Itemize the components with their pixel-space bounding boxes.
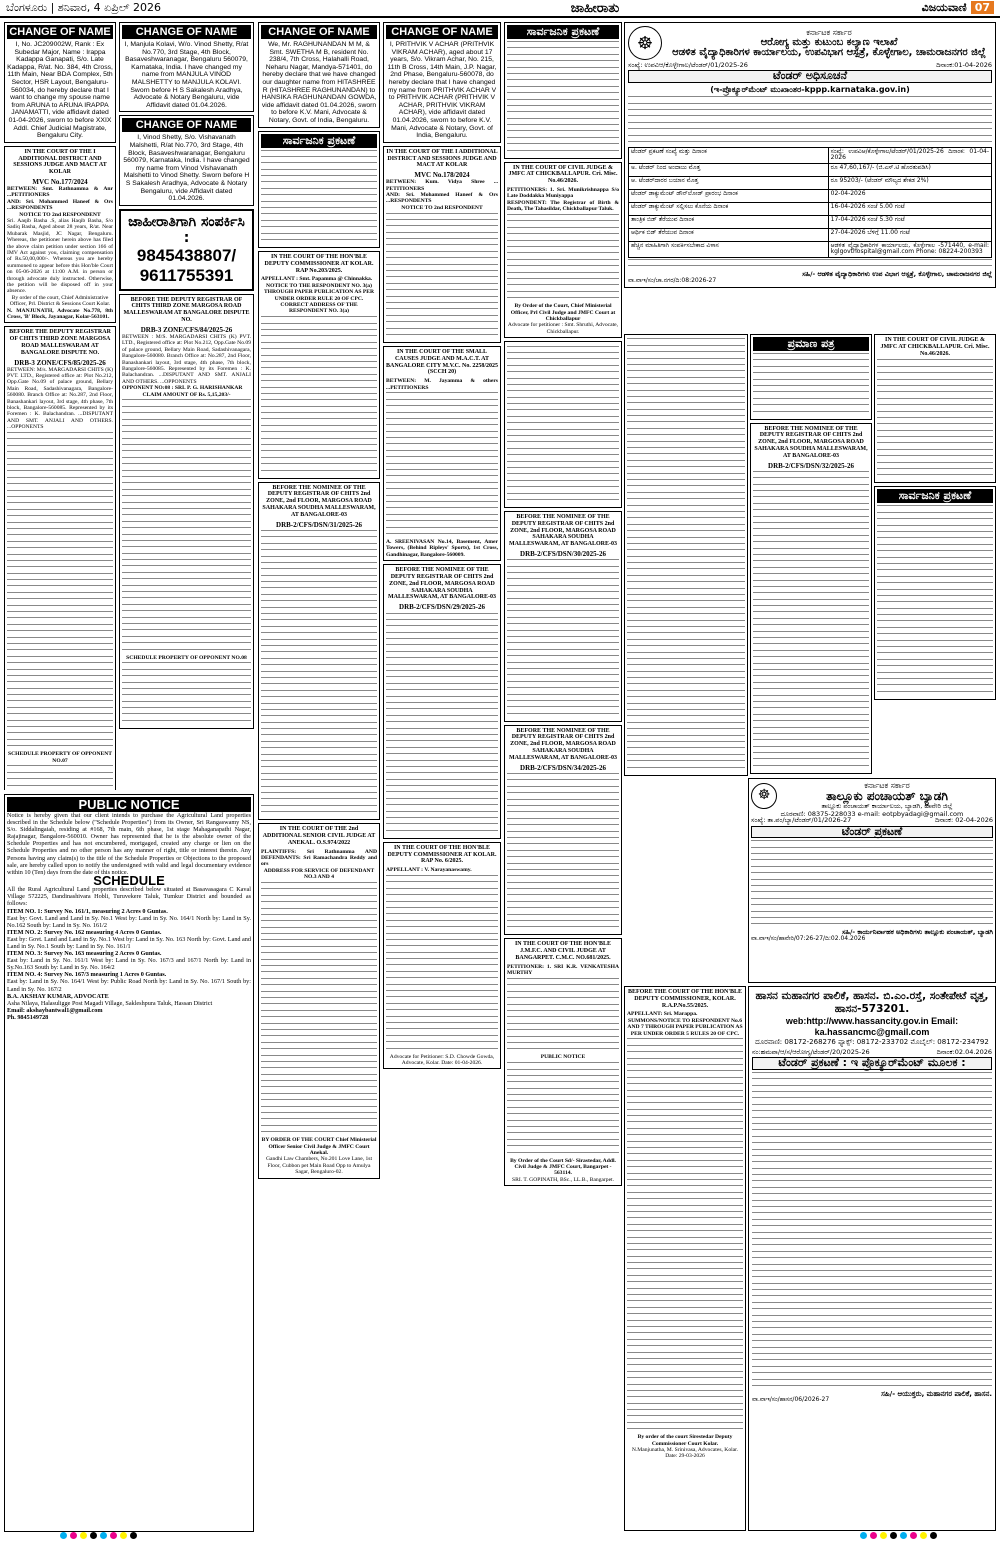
parties-line: PLAINTIFFS: Sri Rathnamma AND DEFENDANTS: Sri Ramachandra Reddy and ors <box>261 848 377 868</box>
appellant-line: APPELLANT : Smt. Papamma @ Chinnakka. <box>261 276 373 283</box>
tender-row-value: ಆಡಳಿತ ವೈದ್ಯಾಧಿಕಾರಿಗಳ ಕಾರ್ಯಾಲಯ, ಕೊಳ್ಳೇಗಾಲ -571440, e-mail: kglgovthospital@gmail.com Phone: 08224-200393 <box>828 241 991 257</box>
court-title: BEFORE THE COURT OF THE HON'BLE DEPUTY COMMISSIONER, KOLAR. R.A.P.No.55/2025. <box>627 989 743 1009</box>
tender-row-value: ರೂ 47,60,167/- (ಜಿ.ಎಸ್.ಟಿ ಹೊರತುಪಡಿಸಿ) <box>828 163 991 176</box>
tender-row-value: 17-04-2026 ಸಂಜೆ 5.30 ಗಂಟೆ <box>828 215 991 228</box>
kannada-public-notice-3 <box>874 486 996 699</box>
tender-row <box>629 215 992 228</box>
reference-date: ದಿನಾಂಕ:02.04.2026 <box>936 1048 992 1056</box>
text-lines <box>627 1038 743 1433</box>
text-lines <box>386 213 498 339</box>
tender-row-label: ಅ. ಟೆಂಡರ್ ನಿಂದ ಅಂದಾಜು ಮೊತ್ತ <box>629 163 829 176</box>
gov-line: ಕರ್ನಾಟಕ ಸರ್ಕಾರ <box>864 781 910 790</box>
schedule-item-2-bounds: East by: Govt. Land and Land in Sy. No.1 West by: Land in Sy. No. 163 North by: Govt. Land and Land in Sy. No.1 South by: Land in Sy. No. 161/1 <box>7 935 251 950</box>
text-lines <box>507 346 619 504</box>
kannada-public-notice-1 <box>258 131 380 248</box>
chit-dispute-notice-85 <box>4 326 116 790</box>
notice-body: Sri. Aaqib Basha .S, alias Haqib Basha, S/o Sadiq Basha, Aged about 28 years, R/at. Near Mubarak Masjid, JC Nagar, Bengaluru. Whereas, the petitioner herein above has filed the above claim petition under section 166 of IMV Act against you, claiming compensation of Rs.50,00,000/-. Whereas you are hereby summoned to appear before this Hon'ble Court on 05-06-2026 at 11:00 A.M. in person or through advocate duly instructed. Otherwise, the petition will be disposed off in your absence. <box>7 217 113 295</box>
notice-body: BETWEEN : M/S. MARGADARSI CHITS (K) PVT. LTD., Registered office at: Plot No.212, Opp.Gate No.09 of palace ground, Bellary Main Road, Sadashivanagara, Bangalore-560080. Branch Office at: No.287, 2nd Floor, Banashankari layout, 3rd stage, 4th phase, 7th block, Bangalore-560085. Represented by its Foremen : K. Balachandran. ...DISPUTANT AND SMT. ANJALI AND OTHERS. ...OPPONENTS <box>122 333 251 385</box>
schedule-item-1-bounds: East by: Govt. Land and Land in Sy. No.1 West by: Land in Sy. No. 164/1 North by: Land in Sy. No.162 South by: Land in Sy. No. 161/2 <box>7 914 251 929</box>
text-lines <box>261 530 377 816</box>
gov-line-3: ಆಡಳಿತ ವೈದ್ಯಾಧಿಕಾರಿಗಳ ಕಾರ್ಯಾಲಯ, ಉಪವಿಭಾಗ ಆಸ್ಪತ್ರೆ, ಕೊಳ್ಳೇಗಾಲ, ಚಾಮರಾಜನಗರ ಜಿಲ್ಲೆ <box>672 47 986 58</box>
court-title: IN THE COURT OF THE I ADDITIONAL DISTRICT AND SESSIONS JUDGE AND MACT AT KOLAR <box>386 148 498 169</box>
registration-dots-left <box>60 1532 137 1539</box>
chit-dispute-notice-84 <box>119 294 254 729</box>
text-lines <box>386 875 498 1053</box>
tender-row-label: ಟೆಂಡರ್ ಡಾಕ್ಯುಮೆಂಟ್ ಡೌನ್‌ಲೋಡ್ ಪ್ರಾರಂಭ ದಿನಾಂಕ <box>629 189 829 202</box>
kannada-notice-block <box>624 334 748 776</box>
notice-body: BETWEEN: M/s. MARGADARSI CHITS (K) PVT. LTD., Registered office at: Plot No.212, Opp.Gate No.09 of palace ground, Bellary Main Road, Sadashivanagara, Bangalore-560080. Branch Office at: No.287, 2nd Floor, Banashankari layout, 3rd stage, 4th phase, 7th block, Bangalore-560085. Represented by its Foremen : K. Balachandran. ...DISPUTANT AND SMT. ANJALI AND OTHERS. ...OPPONENTS <box>7 366 113 431</box>
hassan-phone: ದೂರವಾಣಿ: 08172-268276 ಫ್ಯಾಕ್ಸ್: 08172-233702 ಮೊಬೈಲ್: 08172-234792 <box>755 1038 989 1046</box>
case-number: MVC No.178/2024 <box>414 171 470 180</box>
case-number: DRB-2/CFS/DSN/34/2025-26 <box>520 763 606 772</box>
chit-dispute-notice-29 <box>383 564 501 839</box>
chit-dispute-notice-32 <box>750 423 872 774</box>
panchayat-signature: ಸಹಿ/- ಕಾರ್ಯನಿರ್ವಾಹಕ ಅಧಿಕಾರಿಗಳು ತಾಲ್ಲೂಕು ಪಂಚಾಯತ್, ಬ್ಯಾಡಗಿ <box>842 928 993 937</box>
advocate-line: Gandhi Law Chambers, No.201 Love Lane, 1st Floor, Cubbon pet Main Road Opp to Amulya Sagar, Bengaluro-02. <box>265 1156 373 1176</box>
court-title: BEFORE THE DEPUTY REGISTRAR OF CHITS THIRD ZONE MARGOSA ROAD MALLESWARAM AT BANGALORE DISPUTE NO. <box>123 296 250 324</box>
panchayat-tender-title: ಟೆಂಡರ್ ಪ್ರಕಟಣೆ <box>751 826 993 838</box>
tender-row <box>629 241 992 257</box>
order-line: By Order of the Court, Chief Ministerial Officer, Prl Civil Judge and JMFC Court at Chickballapur <box>510 303 616 322</box>
schedule-intro: All the Rural Agricultural Land properties described below situated at Basavasagara C Kaval Village 572225, Dandinashivara Hobli, Turuvekere Taluk, Tumkur District and bounded as follows: <box>7 886 251 908</box>
tender-row-label: ಆರ್ಥಿಕ ಬಿಡ್ ತೆರೆಯುವ ದಿನಾಂಕ <box>629 228 829 241</box>
chit-dispute-notice-34 <box>504 725 622 936</box>
court-title: BEFORE THE DEPUTY REGISTRAR OF CHITS THIRD ZONE MARGOSA ROAD MALLESWARAM AT BANGALORE DISPUTE NO. <box>9 329 111 356</box>
panchayat-title: ತಾಲ್ಲೂಕು ಪಂಚಾಯತ್ ಬ್ಯಾಡಗಿ <box>826 789 948 803</box>
col6-subcol-right <box>874 334 996 784</box>
section-title: ಜಾಹೀರಾತು <box>570 0 620 16</box>
case-number: DRB-2/CFS/DSN/31/2025-26 <box>276 520 362 529</box>
text-lines <box>628 259 992 270</box>
court-title: IN THE COURT OF THE HON'BLE DEPUTY COMMISSIONER AT KOLAR. RAP No.203/2025. <box>264 254 374 274</box>
col6-subcol-left <box>624 334 748 784</box>
tender-row-label: ಟೆಂಡರ್ ಪ್ರಕಟಣೆ ಸಂಖ್ಯೆ ಮತ್ತು ದಿನಾಂಕ <box>629 147 829 163</box>
panchayat-contact[interactable]: ದೂರವಾಣಿ: 08375-228033 e-mail: eotpbyadagi@gmail.com <box>780 810 964 818</box>
text-lines <box>507 214 619 302</box>
text-lines <box>261 882 377 1136</box>
text-lines <box>386 392 498 538</box>
schedule-item-3-bounds: East by: Land in Sy. No. 161/1 West by: Land in Sy. No. 167/3 and 167/1 North by: Land in Sy.No.163 South by: Land in Sy. No. 164/2 <box>7 957 251 972</box>
issue-date: ಬೆಂಗಳೂರು | ಶನಿವಾರ, 4 ಏಪ್ರಿಲ್ 2026 <box>6 1 161 14</box>
column-5 <box>504 22 622 1532</box>
summons-heading: SUMMONS/NOTICE TO RESPONDENT No.6 AND 7 THROUGH PAPER PUBLICATION AS PER UNDER ORDER 5 RULES 20 OF CPC. <box>627 1017 743 1037</box>
text-lines <box>877 359 993 479</box>
letterhead-text <box>666 28 992 58</box>
schedule-item-4: ITEM NO. 4: Survey No. 167/3 measuring 1 Acres 0 Guntas. <box>7 971 167 979</box>
dipr-code: ವಾ.ವಾಇ/ಸಂ/ಚಾ.ನಗರ/ದಿ:08:2026-27 <box>628 276 717 284</box>
tender-portal[interactable]: (ಇ-ಪ್ರೊಕ್ಯೂರ್‌ಮೆಂಟ್ ಮುಖಾಂತರ-kppp.karnataka.gov.in) <box>710 84 910 94</box>
change-of-name-ad-5 <box>383 22 501 143</box>
case-number: MVC No.177/2024 <box>32 177 88 186</box>
change-of-name-ad-1 <box>4 22 116 143</box>
change-of-name-ad-3 <box>119 115 254 205</box>
col6-subcol-middle <box>750 334 872 784</box>
notice-line: OPPONENT NO:08 : SRI. P. G. HARISHANKAR <box>122 385 243 392</box>
text-lines <box>7 765 113 790</box>
ad-body: I, Vinod Shetty, S/o. Vishavanath Malshetti, R/at No.770, 3rd Stage, 4th Block, Basaveshwaranagar, Bengaluru 560079, Karnataka, India. I have changed my name from Vinod Vishavanath Malshetti to Vinod Shetty. Sworn before H S Sakalesh Aradhya, Advocate & Notary Bengaluru, vide Affidavit dated 01.04.2026. <box>123 134 250 203</box>
court-notice-mvc-2258 <box>383 346 501 561</box>
respondent-line: RESPONDENT: The Registrar of Birth & Death, The Tahasildar, Chickballapur Taluk. <box>507 199 619 213</box>
court-title: BEFORE THE NOMINEE OF THE DEPUTY REGISTRAR OF CHITS 2nd ZONE, 2nd FLOOR, MARGOSA ROAD SAHAKARA SOUDHA MALLESWARAM, AT BANGALORE-03 <box>262 484 376 518</box>
hassan-city-tender-notice <box>748 986 996 1531</box>
court-title: IN THE COURT OF THE 2nd ADDITIONAL SENIOR CIVIL JUDGE AT ANEKAL. O.S.974/2022 <box>262 826 376 846</box>
panchayat-address: ತಾಲ್ಲೂಕು ಪಂಚಾಯತ್ ಕಾರ್ಯಾಲಯ, ಬ್ಯಾಡಗಿ, ಹಾವೇರಿ ಜಿಲ್ಲೆ <box>821 802 953 810</box>
text-lines <box>877 505 993 695</box>
between-line: BETWEEN: Smt. Rathnamma & Anr ...PETITIONERS <box>7 185 113 199</box>
schedule-item-4-bounds: East by: Land in Sy. No. 164/1 West by: Public Road North by: Land in Sy. No. 167/1 South by: Land in Sy. No. 167/2 <box>7 978 251 993</box>
advocate-name: B.A. AKSHAY KUMAR, ADVOCATE <box>7 992 109 1000</box>
text-lines <box>751 840 993 928</box>
page-number: 07 <box>971 1 994 14</box>
court-title: BEFORE THE NOMINEE OF THE DEPUTY REGISTRAR OF CHITS 2nd ZONE, 2nd FLOOR, MARGOSA ROAD SAHAKARA SOUDHA MALLESWARAM, AT BANGALORE-03 <box>388 567 496 601</box>
public-notice-body: Notice is hereby given that our client intends to purchase the Agricultural Land properties described in the Schedule below ("Schedule Properties") from its Owner, Sri Rangaswamy NS, S/o. Siddalingaiah, residing at #168, 7th main, 6th phase, 1st stage Mahaganapathi Nagar, Rajajinagar, Bangalore-560010. Owner has represented that he is the absolute owner of the Schedule Properties and has not encumbered, mortgaged, created any charge or lien on the Schedule Properties and no other person has any manner of right, title or interest therein. Any Persons having any claim(s) to the title of the Schedule Properties or Objections to the proposed sale, are hereby called upon to notify the undersigned with valid and legal documentary evidence within 10 (Ten) days from the date of this notice. <box>7 812 251 876</box>
text-lines <box>507 773 619 931</box>
public-notice-heading: PUBLIC NOTICE <box>540 1054 586 1061</box>
gov-line-1: ಕರ್ನಾಟಕ ಸರ್ಕಾರ <box>806 28 852 37</box>
reference-date: ದಿನಾಂಕ: 02-04-2026 <box>935 816 993 825</box>
court-notice-cri-misc-46 <box>504 162 622 339</box>
advocate-line: Advocate for petitioner : Smt. Shruthi, Advocate, Chickballapur. <box>507 322 619 335</box>
reference-date: ದಿನಾಂಕ:01-04-2026 <box>936 61 992 69</box>
ad-body: I, Manjula Kolavi, W/o. Vinod Shetty, R/at No.770, 3rd Stage, 4th Block, Basaveshwaranagar, Bengaluru 560079, Karnataka, India. I have changed my name from MANJULA VINOD MALSHETTY to MANJULA KOLAVI. Sworn before H S Sakalesh Aradhya, Advocate & Notary Bengaluru, vide Affidavit dated 01.04.2026. <box>124 41 249 109</box>
petitioner-line: PETITIONER: 1. SRI K.R. VENKATESHA MURTHY <box>507 963 619 977</box>
case-number: DRB-2/CFS/DSN/30/2025-26 <box>520 549 606 558</box>
masthead <box>0 0 1000 18</box>
government-emblem-icon: ☸ <box>628 26 662 60</box>
reference-row <box>752 1049 992 1055</box>
petitioner-line: PETITIONERS: 1. Sri. Munikrishnappa S/o Late Doddakka Muniyappa <box>507 187 619 200</box>
notice-line: NOTICE TO THE RESPONDENT NO. 3(a) THROUGH PAPER PUBLICATION AS PER UNDER ORDER RULE 20 OF CPC. CORRECT ADDRESS OF THE RESPONDENT NO. 3(a) <box>263 282 375 315</box>
court-notice-cri-misc-46-copy <box>874 334 996 483</box>
text-lines <box>753 471 869 770</box>
text-lines <box>122 662 251 725</box>
advocate-line: N. MANJUNATH, Advocate No.778, 8th Cross, 'B' Block, Jayanagar, Kolar-563101. <box>7 307 113 321</box>
appellant-line: APPELLANT : V. Narayanaswamy. <box>386 867 472 874</box>
tender-row-label: ಆ. ಟೆಂಡರ್‌ದಾರರ ಬಯಾನ ಮೊತ್ತ <box>629 176 829 189</box>
court-title: IN THE COURT OF THE I ADDITIONAL DISTRICT AND SESSIONS JUDGE AND MACT AT KOLAR <box>13 148 107 176</box>
government-emblem-icon: ☸ <box>751 783 777 809</box>
gov-line-2: ಆರೋಗ್ಯ ಮತ್ತು ಕುಟುಂಬ ಕಲ್ಯಾಣ ಇಲಾಖೆ <box>760 37 898 48</box>
ad-header: ಪ್ರಮಾಣ ಪತ್ರ <box>753 337 869 351</box>
text-lines <box>627 338 745 771</box>
text-lines <box>386 613 498 835</box>
text-lines <box>507 978 619 1053</box>
tender-row <box>629 189 992 202</box>
court-title: BEFORE THE NOMINEE OF THE DEPUTY REGISTRAR OF CHITS 2nd ZONE, 2nd FLOOR, MARGOSA ROAD SAHAKARA SOUDHA MALLESWARAM, AT BANGALORE-03 <box>509 727 617 761</box>
tender-letterhead <box>628 26 992 60</box>
text-lines <box>628 96 992 146</box>
text-lines <box>507 1062 619 1156</box>
tender-row <box>629 202 992 215</box>
tender-row-value: 16-04-2026 ಸಂಜೆ 5.00 ಗಂಟೆ <box>828 202 991 215</box>
ad-body: I, PRITHVIK V ACHAR (PRITHVIK VIKRAM ACHAR), aged about 17 years, S/o. Vikram Achar, No. 215, 11th B Cross, 14th Main, J.P. Nagar, 2nd Phase, Bengaluru-560078, do hereby declare that I have changed my name from PRITHVIK ACHAR V to PRITHVIK ACHAR (PRITHVIK V ACHAR, PRITHVIK VIKRAM ACHAR), vide affidavit dated 01.04.2026, sworn to before K.V. Mani, Advocate & Notary, Govt. of India, Bengaluru. <box>387 41 497 140</box>
order-line: BY ORDER OF THE COURT Chief Ministerial Officer Senior Civil Judge & JMFC Court Anekal. <box>261 1137 377 1157</box>
ad-header: CHANGE OF NAME <box>7 25 113 39</box>
tender-row-label: ಟೆಂಡರ್ ಡಾಕ್ಯುಮೆಂಟ್ ಸಲ್ಲಿಸಲು ಕೊನೆಯ ದಿನಾಂಕ <box>629 202 829 215</box>
hassan-web[interactable]: web:http://www.hassancity.gov.in Email: ka.hassancmc@gmail.com <box>785 1016 959 1037</box>
public-notice-ad <box>4 794 254 1532</box>
advocate-phone[interactable]: Ph. 9845149728 <box>7 1013 49 1021</box>
hassan-signature: ಸಹಿ/- ಆಯುಕ್ತರು, ಮಹಾನಗರ ಪಾಲಿಕೆ, ಹಾಸನ. <box>881 1389 992 1398</box>
chit-dispute-notice-30 <box>504 511 622 722</box>
hospital-tender-notice <box>624 22 996 288</box>
tender-title: ಟೆಂಡರ್ ಅಧಿಸೂಚನೆ <box>628 70 992 82</box>
appellant-line: APPELLANT: Sri. Marappa. <box>627 1011 698 1018</box>
contact-numbers[interactable]: 9845438807/ 9611755391 <box>136 245 237 285</box>
court-title: IN THE COURT OF CIVIL JUDGE & JMFC AT CHICKBALLAPUR. Cri. Misc. No.46/2026. <box>508 164 618 185</box>
and-line: AND: Sri. Mohammed Haneef & Ors ...RESPONDENTS <box>386 191 498 205</box>
chit-dispute-notice-31 <box>258 482 380 821</box>
advocate-line: SRI. T. GOPINATH, BSc., LL.B., Bangarpet. <box>511 1176 615 1183</box>
panchayat-letterhead <box>751 781 993 811</box>
ad-body: I, No. JC209002W, Rank : Ex Subedar Major, Name : Irappa Kadappa Ganapati, S/o. Late Kadappa, R/at. No. 384, 4th Cross, 11th Main, Near BDA Complex, 5th Sector, HSR Layout, Bengaluru-560034, do hereby declare that I want to change my spouse name from ARUNA to ARUNA IRAPPA JANAMATTI, vide affidavit dated 01-04-2026, sworn to before XXIX Addl. Chief Judicial Magistrate, Bengaluru City. <box>7 41 113 140</box>
schedule-item-2: ITEM NO. 2: Survey No. 162 measuring 4 Acres 0 Guntas. <box>7 928 162 936</box>
letterhead-text <box>781 781 993 811</box>
tender-row-value: ರೂ 95203/- (ಟೆಂಡರ್ ಮೌಲ್ಯದ ಶೇಕಡ 2%) <box>828 176 991 189</box>
tender-row-label: ತಾಂತ್ರಿಕ ಬಿಡ್ ತೆರೆಯುವ ದಿನಾಂಕ <box>629 215 829 228</box>
court-title: IN THE COURT OF THE HON'BLE J.M.F.C. AND CIVIL JUDGE AT BANGARPET. C.M.C. NO.681/2025. <box>514 941 612 962</box>
notice-line: NOTICE TO 2nd RESPONDENT <box>19 211 101 218</box>
ad-body: We, Mr. RAGHUNANDAN M M, & Smt. SWETHA M B, resident No. 238/4, 7th Cross, Halahalli Road, Neharu Nagar, Mandya-571401, do hereby declare that we have changed our daughter name from HITASHREE R (HITASHREE RAGHUNANDAN) to HANSIKA RAGHUNANDAN GOWDA, vide affidavit dated 01.04.2026, sworn to before K.V. Mani, Advocate & Notary, Govt. of India, Bengaluru. <box>261 41 377 124</box>
ad-header: CHANGE OF NAME <box>386 25 498 39</box>
court-notice-rap-55 <box>624 986 746 1531</box>
schedule-item-3: ITEM NO. 3: Survey No. 163 measuring 2 Acres 0 Guntas. <box>7 950 162 958</box>
between-line: BETWEEN: M. Jayamma & others ...PETITIONERS <box>386 378 498 391</box>
text-lines <box>752 1072 992 1390</box>
hassan-title: ಹಾಸನ ಮಹಾನಗರ ಪಾಲಿಕೆ, ಹಾಸನ. ಬಿ.ಎಂ.ರಸ್ತೆ, ಸಂತೇಪೇಟೆ ವೃತ್ತ, ಹಾಸನ-573201. <box>755 990 989 1015</box>
schedule-header: SCHEDULE <box>93 872 165 888</box>
change-of-name-ad-2 <box>119 22 254 112</box>
notice-line: NOTICE TO 2nd RESPONDENT <box>401 204 483 211</box>
court-title: IN THE COURT OF THE HON'BLE DEPUTY COMMISSIONER AT KOLAR. RAP No. 6/2025. <box>387 844 497 865</box>
ad-header: ಸಾರ್ವಜನಿಕ ಪ್ರಕಟಣೆ <box>507 25 619 39</box>
advocate-line: N.Manjunatha, M. Srinivasa, Advocates, Kolar. Date: 29-03-2026 <box>631 1447 739 1460</box>
text-lines <box>507 41 619 155</box>
brand-logo: ವಿಜಯವಾಣಿ 07 <box>854 1 994 15</box>
column-4 <box>383 22 501 1532</box>
registration-dots-right <box>860 1532 937 1539</box>
advocate-address: Asha Nilaya, Halasuligge Post Magadi Village, Sakleshpura Taluk, Hassan District <box>7 999 213 1007</box>
hassan-tender-title: ಟೆಂಡರ್ ಪ್ರಕಟಣೆ : ಇ ಪ್ರೊಕ್ಯೂರ್‌ಮೆಂಟ್ ಮೂಲಕ : <box>752 1057 992 1069</box>
ad-header: CHANGE OF NAME <box>122 118 251 132</box>
claim-amount: CLAIM AMOUNT OF Rs. 5,15,203/- <box>142 391 231 398</box>
tender-row-label: ಹೆಚ್ಚಿನ ಮಾಹಿತಿಗಾಗಿ ಸಂಪರ್ಕಿಸಬೇಕಾದ ವಿಳಾಸ <box>629 241 829 257</box>
advocate-email[interactable]: Email: akshaybantwal1@gmail.com <box>7 1006 103 1014</box>
dipr-code: ವಾ.ವಾಇ/ಸಂ/ಹಾಸನ/06/2026-27 <box>752 1396 830 1404</box>
text-lines <box>261 150 377 244</box>
tender-row-value: ಸಂಖ್ಯೆ: ಉಪವಿಆ/ಕೊಳ್ಳೇಗಾಲ/ಟೆಂಡರ್/01/2025-26 ದಿನಾಂಕ: 01-04-2026 <box>828 147 991 163</box>
text-lines <box>507 559 619 717</box>
tender-row-value: 02-04-2026 <box>828 189 991 202</box>
order-line: By order of the court, Chief Administrative Officer, Prl. District & Sessions Court Kolar. <box>9 294 111 308</box>
ad-header: ಸಾರ್ವಜನಿಕ ಪ್ರಕಟಣೆ <box>877 489 993 503</box>
kannada-certificate-notice <box>750 334 872 420</box>
column-1 <box>4 22 116 790</box>
tender-row <box>629 147 992 163</box>
tender-signature: ಸಹಿ/- ಆಡಳಿತ ವೈದ್ಯಾಧಿಕಾರಿಗಳು ಉಪ ವಿಭಾಗ ಆಸ್ಪತ್ರೆ, ಕೊಳ್ಳೇಗಾಲ, ಚಾಮರಾಜನಗರ ಜಿಲ್ಲೆ <box>802 270 992 279</box>
order-line: By Order of the Court Sd/- Sirastedar, Addl. Civil Judge & JMFC Court, Bangarpet - 563114. <box>510 1157 616 1177</box>
court-title: IN THE COURT OF CIVIL JUDGE & JMFC AT CHICKBALLAPUR. Cri. Misc. No.46/2026. <box>880 337 990 357</box>
contact-title: ಜಾಹೀರಾತಿಗಾಗಿ ಸಂಪರ್ಕಿಸಿ : <box>128 213 245 246</box>
column-3 <box>258 22 380 1532</box>
tender-row <box>629 228 992 241</box>
court-notice-mvc-177 <box>4 146 116 324</box>
ad-header: CHANGE OF NAME <box>261 25 377 39</box>
court-notice-rap-203 <box>258 251 380 479</box>
court-title: IN THE COURT OF THE SMALL CAUSES JUDGE AND M.A.C.T. AT BANGALORE CITY M.V.C. No. 2258/2025 (SCCH 20) <box>386 348 499 376</box>
text-lines <box>7 432 113 750</box>
schedule-item-1: ITEM NO. 1: Survey No. 161/1, measuring 2 Acres 0 Guntas. <box>7 907 168 915</box>
court-notice-cmc-681 <box>504 938 622 1186</box>
advocate-line: Advocate for Petitioner: S.D. Chowde Gowda, Advocate, Kolar. Date: 01-04-2026. <box>389 1053 495 1066</box>
address-heading: ADDRESS FOR SERVICE OF DEFENDANT NO.3 AND 4 <box>263 867 375 881</box>
kannada-notice-block <box>504 341 622 508</box>
reference-row <box>628 62 992 68</box>
court-notice-mvc-178 <box>383 146 501 343</box>
reference-number: ಸಂಖ್ಯೆ: ತಾ.ಪಂ/ಬ್ಯಾ/ಟೆಂಡರ್/01/2026-27 <box>751 816 852 825</box>
public-notice-header: PUBLIC NOTICE <box>7 797 251 812</box>
between-line: BETWEEN: Kum. Vidya Shree ... PETITIONERS <box>386 179 498 192</box>
text-lines <box>261 316 377 474</box>
ad-header: ಸಾರ್ವಜನಿಕ ಪ್ರಕಟಣೆ <box>261 134 377 148</box>
panchayat-tender-notice <box>748 778 996 983</box>
court-title: BEFORE THE NOMINEE OF THE DEPUTY REGISTRAR OF CHITS 2nd ZONE, 2nd FLOOR, MARGOSA ROAD SAHAKARA SOUDHA MALLESWARAM, AT BANGALORE-03 <box>754 425 868 459</box>
change-of-name-ad-4 <box>258 22 380 128</box>
tender-row-value: 27-04-2026 ಬೆಳಿಗ್ಗೆ 11.00 ಗಂಟೆ <box>828 228 991 241</box>
case-number: DRB-3 ZONE/CFS/85/2025-26 <box>14 358 106 367</box>
schedule-heading: SCHEDULE PROPERTY OF OPPONENT NO.08 <box>126 654 247 661</box>
tender-row <box>629 176 992 189</box>
reference-number: ನಂ:ಹಮಪಾ/ಆ/ಸ/ಆರೋಗ್ಯ/ಟೆಂಡರ್/20/2025-26 <box>752 1048 870 1056</box>
print-registration-marks <box>0 1530 1000 1542</box>
text-lines <box>122 399 251 653</box>
kannada-public-notice-2 <box>504 22 622 159</box>
tender-details-table <box>628 147 992 258</box>
text-lines <box>753 353 869 416</box>
column-2 <box>119 22 254 790</box>
advocate-line: A. SREENIVASAN No.14, Basement, Amer Towers, (Behind Ripleys' Sports), 1st Cross, Gandhinagar, Bangalore-560009. <box>386 538 498 558</box>
schedule-heading: SCHEDULE PROPERTY OF OPPONENT NO.07 <box>8 751 112 764</box>
court-notice-rap-6 <box>383 842 501 1070</box>
reference-row <box>751 817 993 823</box>
reference-number: ಸಂಖ್ಯೆ: ಉಪವಿಆ/ಕೊಳ್ಳೇಗಾಲ/ಟೆಂಡರ್/01/2025-26 <box>628 61 748 69</box>
tender-row <box>629 163 992 176</box>
order-line: By order of the court Sirestedar Deputy Commissioner Court Kolar. <box>637 1434 733 1447</box>
case-number: DRB-3 ZONE/CFS/84/2025-26 <box>140 325 233 334</box>
ad-header: CHANGE OF NAME <box>122 25 251 39</box>
and-line: AND: Sri. Mohammed Haneef & Ors ...RESPONDENTS <box>7 198 113 212</box>
case-number: DRB-2/CFS/DSN/32/2025-26 <box>768 461 854 470</box>
case-number: DRB-2/CFS/DSN/29/2025-26 <box>399 603 485 612</box>
court-notice-os-974 <box>258 823 380 1178</box>
court-title: BEFORE THE NOMINEE OF THE DEPUTY REGISTRAR OF CHITS 2nd ZONE, 2nd FLOOR, MARGOSA ROAD SAHAKARA SOUDHA MALLESWARAM, AT BANGALORE-03 <box>509 513 617 548</box>
advertisement-contact-box <box>119 209 254 291</box>
dipr-code: ವಾ.ವಾಇ/ಸಂ/ಹಾವೇರಿ/07:26-27/ದಿ:02.04.2026 <box>751 934 866 942</box>
column-6 <box>624 22 996 1532</box>
